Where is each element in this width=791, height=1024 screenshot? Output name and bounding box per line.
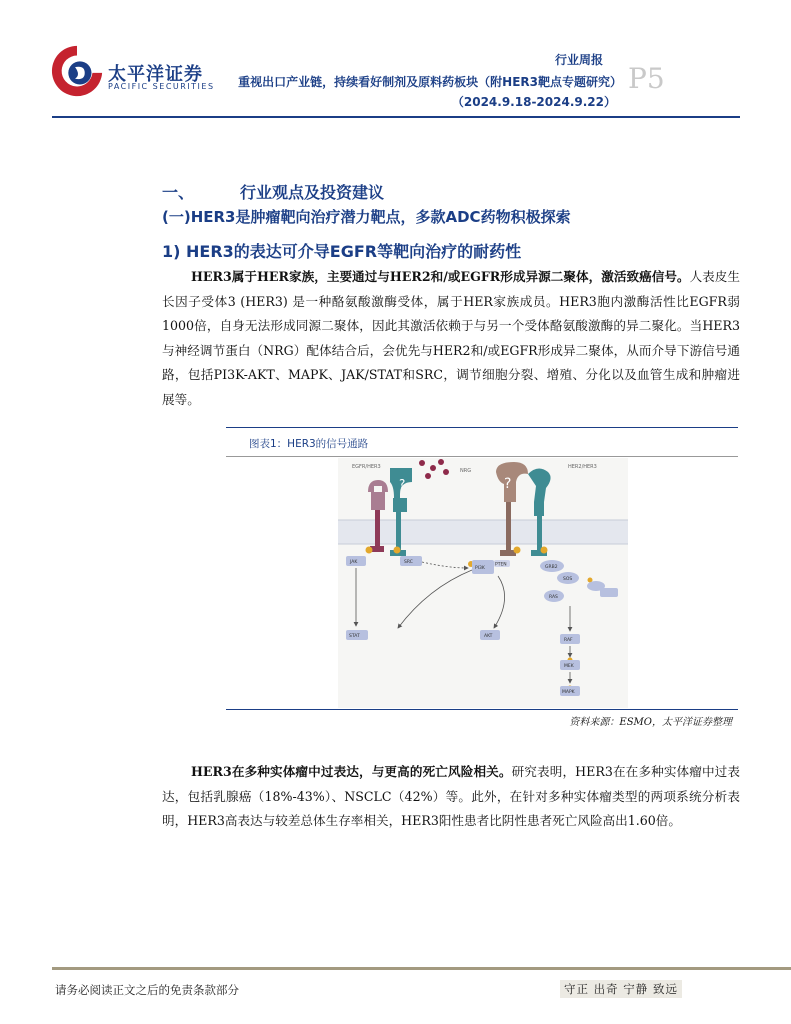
report-type: 行业周报 [555,53,604,67]
header-divider [52,116,740,118]
node-stat-label: STAT [349,634,360,639]
pacific-securities-logo [48,42,106,100]
paragraph-her3-family [162,265,740,413]
page-number: P5 [628,62,665,95]
label-nrg: NRG [460,468,472,474]
paragraph-body: 人表皮生长因子受体3 (HER3) 是一种酪氨酸激酶受体，属于HER家族成员。HER3胞内激酶活性比EGFR弱1000倍，自身无法形成同源二聚体，因此其激活依赖于与另一个受体酪氨酸激酶的异二聚化。当HER3与神经调节蛋白（NRG）配体结合后，会优先与HER2和/或EGFR形成异二聚体，从而介导下游信号通路，包括PI3K-AKT、MAPK、JAK/STAT和SRC，调节细胞分裂、增殖、分化以及血管生成和肿瘤进展等。 [162,269,741,407]
figure-title: 图表1：HER3的信号通路 [249,438,369,450]
node-jak-label: JAK [350,560,358,565]
paragraph-her3-overexpression [162,760,740,834]
label-egfr-her3: EGFR/HER3 [352,464,381,470]
paragraph-body: 研究表明，HER3在在多种实体瘤中过表达，包括乳腺癌（18%-43%）、NSCLC（42%）等。此外，在针对多种实体瘤类型的两项系统分析表明，HER3高表达与较差总体生存率相关，HER3阳性患者比阴性患者死亡风险高出1.60倍。 [162,764,740,829]
brand-name-cn: 太平洋证券 [108,64,203,85]
sub-subsection-heading: 1) HER3的表达可介导EGFR等靶向治疗的耐药性 [162,242,522,261]
node-grb2-label: GRB2 [545,565,558,570]
figure-title-rule [226,456,738,457]
node-pten-label: PTEN [495,562,507,568]
subsection-heading: (一)HER3是肿瘤靶向治疗潜力靶点，多款ADC药物积极探索 [162,208,571,226]
report-title: 重视出口产业链，持续看好制剂及原料药板块（附HER3靶点专题研究）（2024.9.18-2024.9.22） [238,75,616,109]
node-src-label: SRC [404,560,413,565]
footer-motto: 守正 出奇 宁静 致远 [560,980,682,998]
footer-disclaimer: 请务必阅读正文之后的免责条款部分 [55,983,239,997]
svg-text:?: ? [399,477,406,491]
section-number: 一、 [162,183,195,202]
node-akt-label: AKT [484,634,493,639]
paragraph-lead: HER3在多种实体瘤中过表达，与更高的死亡风险相关。 [191,764,512,779]
section-heading-1 [162,180,384,203]
node-pi3k-label: PI3K [475,566,485,571]
label-her2-her3: HER2/HER3 [568,464,597,470]
svg-text:?: ? [504,476,512,492]
node-sos-label: SOS [563,577,573,582]
her3-signaling-diagram [338,458,628,708]
node-mapk-label: MAPK [562,690,575,695]
paragraph-lead: HER3属于HER家族，主要通过与HER2和/或EGFR形成异源二聚体，激活致癌信号。 [191,269,690,284]
footer-divider [52,967,791,970]
cell-membrane [338,520,628,544]
figure-top-rule [226,427,738,428]
figure-source: 资料来源：ESMO，太平洋证券整理 [569,717,732,728]
node-mek-label: MEK [564,664,574,669]
section-title: 行业观点及投资建议 [240,183,385,202]
figure-bottom-rule [226,709,738,710]
node-ras-label: RAS [549,595,558,600]
node-raf-label: RAF [564,638,573,643]
brand-name-en: PACIFIC SECURITIES [108,82,215,91]
